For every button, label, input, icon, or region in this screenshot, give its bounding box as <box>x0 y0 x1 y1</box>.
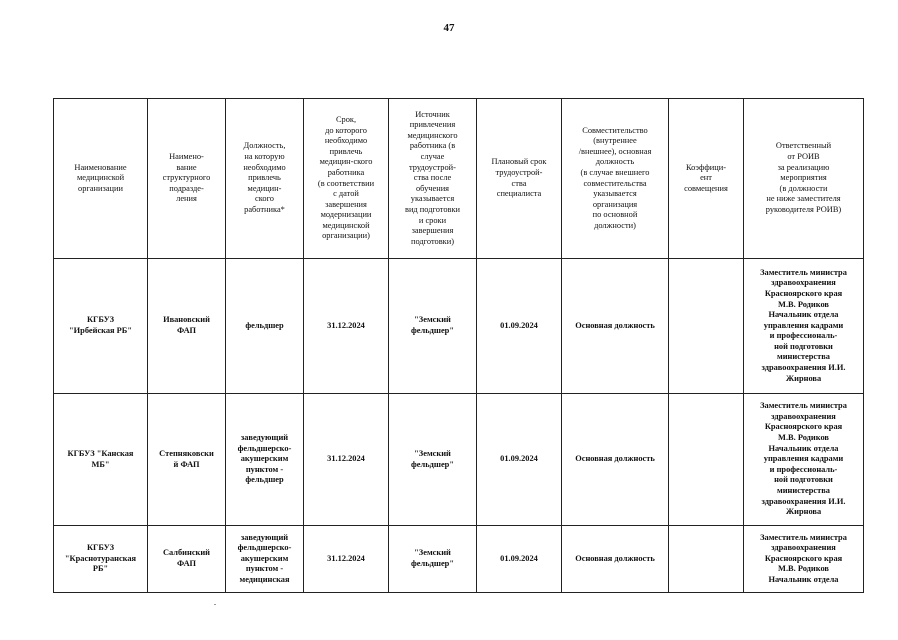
cell-organization: КГБУЗ "Канская МБ" <box>54 394 148 526</box>
cell-organization: КГБУЗ "Краснотуранская РБ" <box>54 526 148 593</box>
cell-unit: Салбинский ФАП <box>148 526 226 593</box>
cell-unit: Ивановский ФАП <box>148 259 226 394</box>
cell-coefficient <box>669 394 744 526</box>
cell-source: "Земский фельдшер" <box>389 259 477 394</box>
cell-responsible: Заместитель министра здравоохранения Красноярского края М.В. Родиков Начальник отдела управления кадрами и профессиональ- ной подготовки министерства здравоохранения И.И. Жирнова <box>744 394 864 526</box>
table-row <box>54 526 864 593</box>
header-unit: Наимено- вание структурного подразде- ления <box>148 99 226 259</box>
cell-deadline: 31.12.2024 <box>304 526 389 593</box>
cell-position: фельдшер <box>226 259 304 394</box>
table-row <box>54 394 864 526</box>
table-row <box>54 259 864 394</box>
header-planned-date: Плановый срок трудоустрой- ства специалиста <box>477 99 562 259</box>
header-position: Должность, на которую необходимо привлечь медицин- ского работника* <box>226 99 304 259</box>
scan-speck <box>214 604 216 605</box>
table-header-row <box>54 99 864 259</box>
cell-planned-date: 01.09.2024 <box>477 394 562 526</box>
cell-position: заведующий фельдшерско- акушерским пунктом - фельдшер <box>226 394 304 526</box>
header-deadline: Срок, до которого необходимо привлечь медицин-ского работника (в соответствии с датой завершения модернизации медицинской организации) <box>304 99 389 259</box>
header-organization: Наименование медицинской организации <box>54 99 148 259</box>
cell-planned-date: 01.09.2024 <box>477 259 562 394</box>
cell-combination: Основная должность <box>562 526 669 593</box>
cell-position: заведующий фельдшерско- акушерским пунктом - медицинская <box>226 526 304 593</box>
cell-source: "Земский фельдшер" <box>389 526 477 593</box>
header-coefficient: Коэффици- ент совмещения <box>669 99 744 259</box>
cell-responsible: Заместитель министра здравоохранения Красноярского края М.В. Родиков Начальник отдела <box>744 526 864 593</box>
cell-responsible: Заместитель министра здравоохранения Красноярского края М.В. Родиков Начальник отдела управления кадрами и профессиональ- ной подготовки министерства здравоохранения И.И. Жирнова <box>744 259 864 394</box>
header-combination: Совместительство (внутреннее /внешнее), основная должность (в случае внешнего совместительства указывается организация по основной должности) <box>562 99 669 259</box>
page-number: 47 <box>443 22 455 34</box>
cell-deadline: 31.12.2024 <box>304 394 389 526</box>
header-responsible: Ответственный от РОИВ за реализацию мероприятия (в должности не ниже заместителя руководителя РОИВ) <box>744 99 864 259</box>
cell-source: "Земский фельдшер" <box>389 394 477 526</box>
cell-planned-date: 01.09.2024 <box>477 526 562 593</box>
header-source: Источник привлечения медицинского работника (в случае трудоустрой- ства после обучения указывается вид подготовки и сроки завершения подготовки) <box>389 99 477 259</box>
cell-coefficient <box>669 259 744 394</box>
cell-organization: КГБУЗ "Ирбейская РБ" <box>54 259 148 394</box>
cell-unit: Степняковски й ФАП <box>148 394 226 526</box>
cell-combination: Основная должность <box>562 394 669 526</box>
cell-combination: Основная должность <box>562 259 669 394</box>
cell-deadline: 31.12.2024 <box>304 259 389 394</box>
staffing-table <box>53 98 864 593</box>
cell-coefficient <box>669 526 744 593</box>
